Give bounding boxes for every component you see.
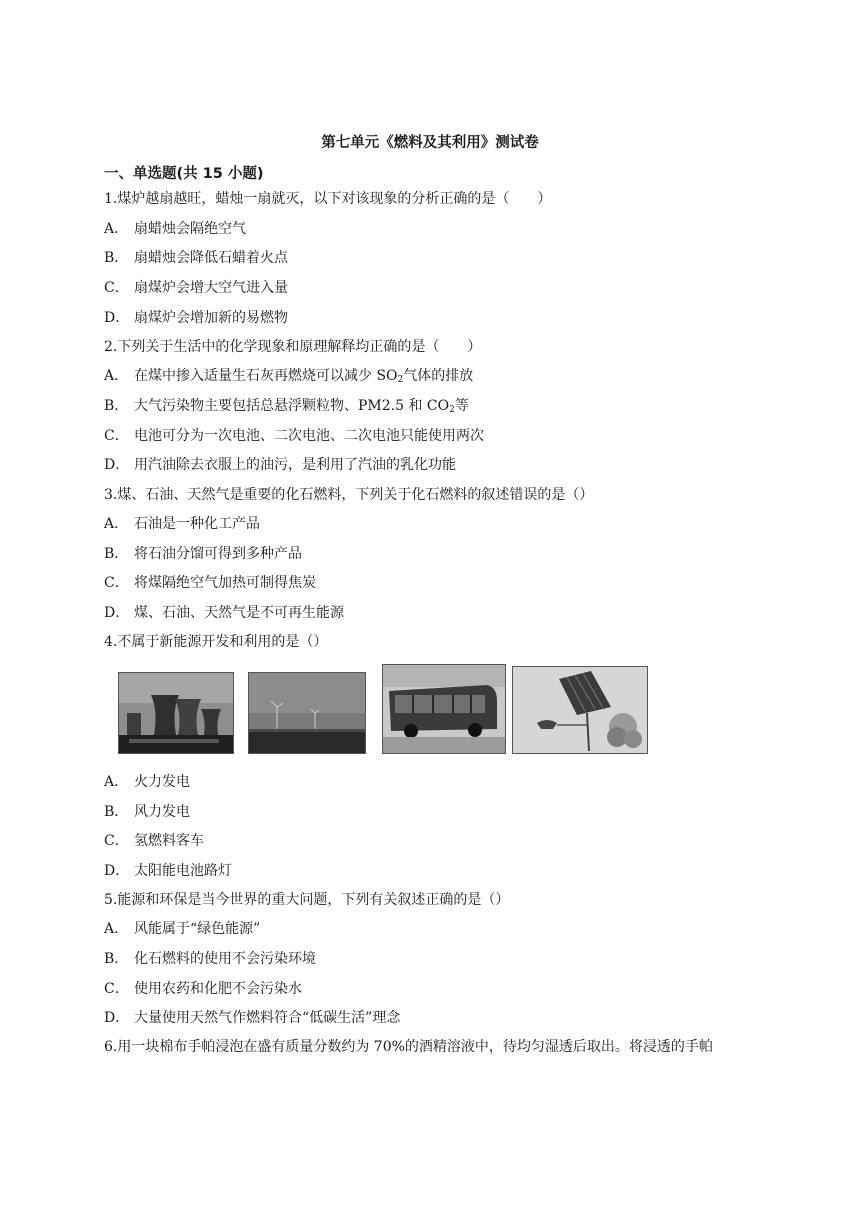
wind-turbine-icon: [249, 673, 365, 753]
option-text: 扇煤炉会增加新的易燃物: [134, 310, 288, 326]
subscript: 2: [449, 405, 455, 415]
option-letter: B．: [104, 951, 129, 967]
option-letter: B．: [104, 546, 129, 562]
option-letter: D．: [104, 457, 130, 473]
option-item[interactable]: [104, 920, 260, 938]
option-text: 大气污染物主要包括总悬浮颗粒物、PM2.5 和 CO: [134, 398, 450, 414]
option-item[interactable]: [104, 1009, 400, 1027]
option-letter: B．: [104, 250, 129, 266]
option-item[interactable]: [104, 397, 469, 419]
option-item[interactable]: [104, 309, 288, 327]
question-stem: 6.用一块棉布手帕浸泡在盛有质量分数约为 70%的酒精溶液中，待均匀湿透后取出。将浸透的手帕: [104, 1039, 713, 1055]
option-item[interactable]: [104, 574, 316, 592]
option-text: 等: [454, 398, 469, 414]
option-text: 化石燃料的使用不会污染环境: [134, 951, 316, 967]
page-title: 第七单元《燃料及其利用》测试卷: [321, 135, 539, 151]
option-text: 将煤隔绝空气加热可制得焦炭: [134, 575, 316, 591]
option-letter: B．: [104, 398, 129, 414]
option-letter: D．: [104, 310, 130, 326]
option-letter: D．: [104, 863, 130, 879]
question-stem: 2.下列关于生活中的化学现象和原理解释均正确的是（ ）: [104, 339, 482, 355]
question-stem: 5.能源和环保是当今世界的重大问题，下列有关叙述正确的是（）: [104, 892, 510, 908]
option-text: 大量使用天然气作燃料符合“低碳生活”理念: [134, 1010, 401, 1026]
option-item[interactable]: [104, 545, 302, 563]
option-letter: C．: [104, 981, 129, 997]
option-letter: A．: [104, 921, 129, 937]
option-item[interactable]: [104, 220, 246, 238]
option-text: 扇蜡烛会隔绝空气: [134, 221, 246, 237]
subscript: 2: [397, 375, 404, 385]
option-letter: B．: [104, 804, 129, 820]
option-text: 扇煤炉会增大空气进入量: [134, 280, 288, 296]
option-text: 电池可分为一次电池、二次电池、二次电池只能使用两次: [134, 428, 484, 444]
option-letter: C．: [104, 428, 129, 444]
option-text: 用汽油除去衣服上的油污，是利用了汽油的乳化功能: [134, 457, 456, 473]
bus-icon: [383, 665, 505, 753]
option-item[interactable]: [104, 427, 484, 445]
option-text: 石油是一种化工产品: [134, 516, 260, 532]
option-item[interactable]: [104, 515, 260, 533]
question-stem: 4.不属于新能源开发和利用的是（）: [104, 634, 328, 650]
option-text: 将石油分馏可得到多种产品: [134, 546, 302, 562]
option-item[interactable]: [104, 279, 288, 297]
option-text: 在煤中掺入适量生石灰再燃烧可以减少 SO: [134, 368, 398, 384]
option-letter: A．: [104, 774, 129, 790]
option-text: 火力发电: [134, 774, 190, 790]
bus-photo: [382, 664, 506, 754]
option-photos: [118, 664, 658, 756]
section-heading: 一、单选题(共 15 小题): [104, 166, 264, 182]
option-text: 风能属于“绿色能源”: [134, 921, 261, 937]
option-item[interactable]: [104, 604, 344, 622]
option-text: 使用农药和化肥不会污染水: [134, 981, 302, 997]
option-item[interactable]: [104, 456, 456, 474]
option-item[interactable]: [104, 980, 302, 998]
option-text: 煤、石油、天然气是不可再生能源: [134, 605, 344, 621]
option-item[interactable]: [104, 249, 288, 267]
option-item[interactable]: [104, 862, 232, 880]
solar-panel-icon: [513, 667, 647, 753]
option-item[interactable]: [104, 773, 190, 791]
option-letter: A．: [104, 516, 129, 532]
solar-light-photo: [512, 666, 648, 754]
option-item[interactable]: [104, 367, 473, 389]
option-item[interactable]: [104, 832, 204, 850]
option-item[interactable]: [104, 803, 190, 821]
option-text: 风力发电: [134, 804, 190, 820]
option-item[interactable]: [104, 950, 316, 968]
option-letter: D．: [104, 605, 130, 621]
option-letter: C．: [104, 575, 129, 591]
option-letter: A．: [104, 368, 129, 384]
option-text: 太阳能电池路灯: [134, 863, 232, 879]
option-letter: D．: [104, 1010, 130, 1026]
option-letter: C．: [104, 280, 129, 296]
option-letter: C．: [104, 833, 129, 849]
option-letter: A．: [104, 221, 129, 237]
option-text: 扇蜡烛会降低石蜡着火点: [134, 250, 288, 266]
power-plant-photo: [118, 672, 234, 754]
cooling-towers-icon: [119, 673, 233, 753]
question-stem: 3.煤、石油、天然气是重要的化石燃料，下列关于化石燃料的叙述错误的是（）: [104, 487, 594, 503]
option-text: 气体的排放: [403, 368, 474, 384]
wind-farm-photo: [248, 672, 366, 754]
option-text: 氢燃料客车: [134, 833, 204, 849]
question-stem: 1.煤炉越扇越旺，蜡烛一扇就灭，以下对该现象的分析正确的是（ ）: [104, 191, 552, 207]
